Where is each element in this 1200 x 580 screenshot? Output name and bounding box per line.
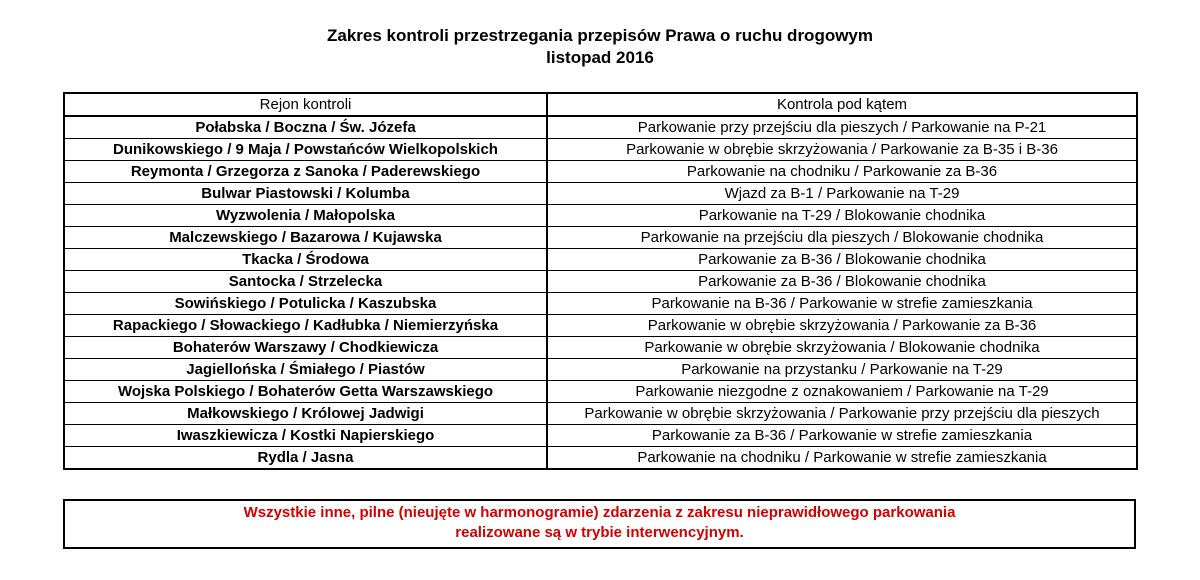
control-scope-cell: Parkowanie w obrębie skrzyżowania / Blokowanie chodnika xyxy=(547,337,1137,359)
control-scope-cell: Parkowanie na chodniku / Parkowanie za B-36 xyxy=(547,161,1137,183)
table-row xyxy=(64,249,1137,271)
control-scope-cell: Wjazd za B-1 / Parkowanie na T-29 xyxy=(547,183,1137,205)
page-title: Zakres kontroli przestrzegania przepisów Prawa o ruchu drogowym xyxy=(326,26,874,45)
control-area-cell: Santocka / Strzelecka xyxy=(64,271,547,293)
table-row xyxy=(64,271,1137,293)
column-header-area: Rejon kontroli xyxy=(64,93,547,116)
column-header-scope: Kontrola pod kątem xyxy=(547,93,1137,116)
control-scope-cell: Parkowanie na B-36 / Parkowanie w strefie zamieszkania xyxy=(547,293,1137,315)
control-scope-cell: Parkowanie przy przejściu dla pieszych / Parkowanie na P-21 xyxy=(547,116,1137,139)
control-area-cell: Bulwar Piastowski / Kolumba xyxy=(64,183,547,205)
page-subtitle-date: listopad 2016 xyxy=(546,48,654,67)
control-area-cell: Jagiellońska / Śmiałego / Piastów xyxy=(64,359,547,381)
table-row xyxy=(64,116,1137,139)
control-scope-cell: Parkowanie za B-36 / Parkowanie w strefie zamieszkania xyxy=(547,425,1137,447)
control-schedule-table xyxy=(63,92,1138,470)
control-area-cell: Bohaterów Warszawy / Chodkiewicza xyxy=(64,337,547,359)
table-row xyxy=(64,227,1137,249)
control-scope-cell: Parkowanie za B-36 / Blokowanie chodnika xyxy=(547,249,1137,271)
control-area-cell: Małkowskiego / Królowej Jadwigi xyxy=(64,403,547,425)
control-scope-cell: Parkowanie na przystanku / Parkowanie na T-29 xyxy=(547,359,1137,381)
table-row xyxy=(64,139,1137,161)
control-area-cell: Tkacka / Środowa xyxy=(64,249,547,271)
table-row xyxy=(64,381,1137,403)
control-scope-cell: Parkowanie w obrębie skrzyżowania / Parkowanie za B-35 i B-36 xyxy=(547,139,1137,161)
table-row xyxy=(64,425,1137,447)
control-area-cell: Iwaszkiewicza / Kostki Napierskiego xyxy=(64,425,547,447)
table-row xyxy=(64,447,1137,470)
control-scope-cell: Parkowanie na T-29 / Blokowanie chodnika xyxy=(547,205,1137,227)
control-area-cell: Wojska Polskiego / Bohaterów Getta Warszawskiego xyxy=(64,381,547,403)
control-scope-cell: Parkowanie niezgodne z oznakowaniem / Parkowanie na T-29 xyxy=(547,381,1137,403)
table-row xyxy=(64,183,1137,205)
table-row xyxy=(64,205,1137,227)
table-row xyxy=(64,315,1137,337)
table-row xyxy=(64,337,1137,359)
control-area-cell: Rapackiego / Słowackiego / Kadłubka / Niemierzyńska xyxy=(64,315,547,337)
control-scope-cell: Parkowanie w obrębie skrzyżowania / Parkowanie za B-36 xyxy=(547,315,1137,337)
control-area-cell: Dunikowskiego / 9 Maja / Powstańców Wielkopolskich xyxy=(64,139,547,161)
table-row xyxy=(64,293,1137,315)
table-row xyxy=(64,403,1137,425)
control-scope-cell: Parkowanie za B-36 / Blokowanie chodnika xyxy=(547,271,1137,293)
table-header-row xyxy=(64,93,1137,116)
control-area-cell: Reymonta / Grzegorza z Sanoka / Paderewskiego xyxy=(64,161,547,183)
control-scope-cell: Parkowanie na chodniku / Parkowanie w strefie zamieszkania xyxy=(547,447,1137,470)
control-area-cell: Wyzwolenia / Małopolska xyxy=(64,205,547,227)
note-line-1: Wszystkie inne, pilne (nieujęte w harmonogramie) zdarzenia z zakresu nieprawidłowego parkowania xyxy=(243,504,956,521)
table-row xyxy=(64,161,1137,183)
control-scope-cell: Parkowanie na przejściu dla pieszych / Blokowanie chodnika xyxy=(547,227,1137,249)
control-area-cell: Połabska / Boczna / Św. Józefa xyxy=(64,116,547,139)
control-area-cell: Rydla / Jasna xyxy=(64,447,547,470)
intervention-note-box xyxy=(63,499,1136,549)
table-row xyxy=(64,359,1137,381)
control-scope-cell: Parkowanie w obrębie skrzyżowania / Parkowanie przy przejściu dla pieszych xyxy=(547,403,1137,425)
note-line-2: realizowane są w trybie interwencyjnym. xyxy=(455,524,744,541)
control-area-cell: Malczewskiego / Bazarowa / Kujawska xyxy=(64,227,547,249)
control-area-cell: Sowińskiego / Potulicka / Kaszubska xyxy=(64,293,547,315)
